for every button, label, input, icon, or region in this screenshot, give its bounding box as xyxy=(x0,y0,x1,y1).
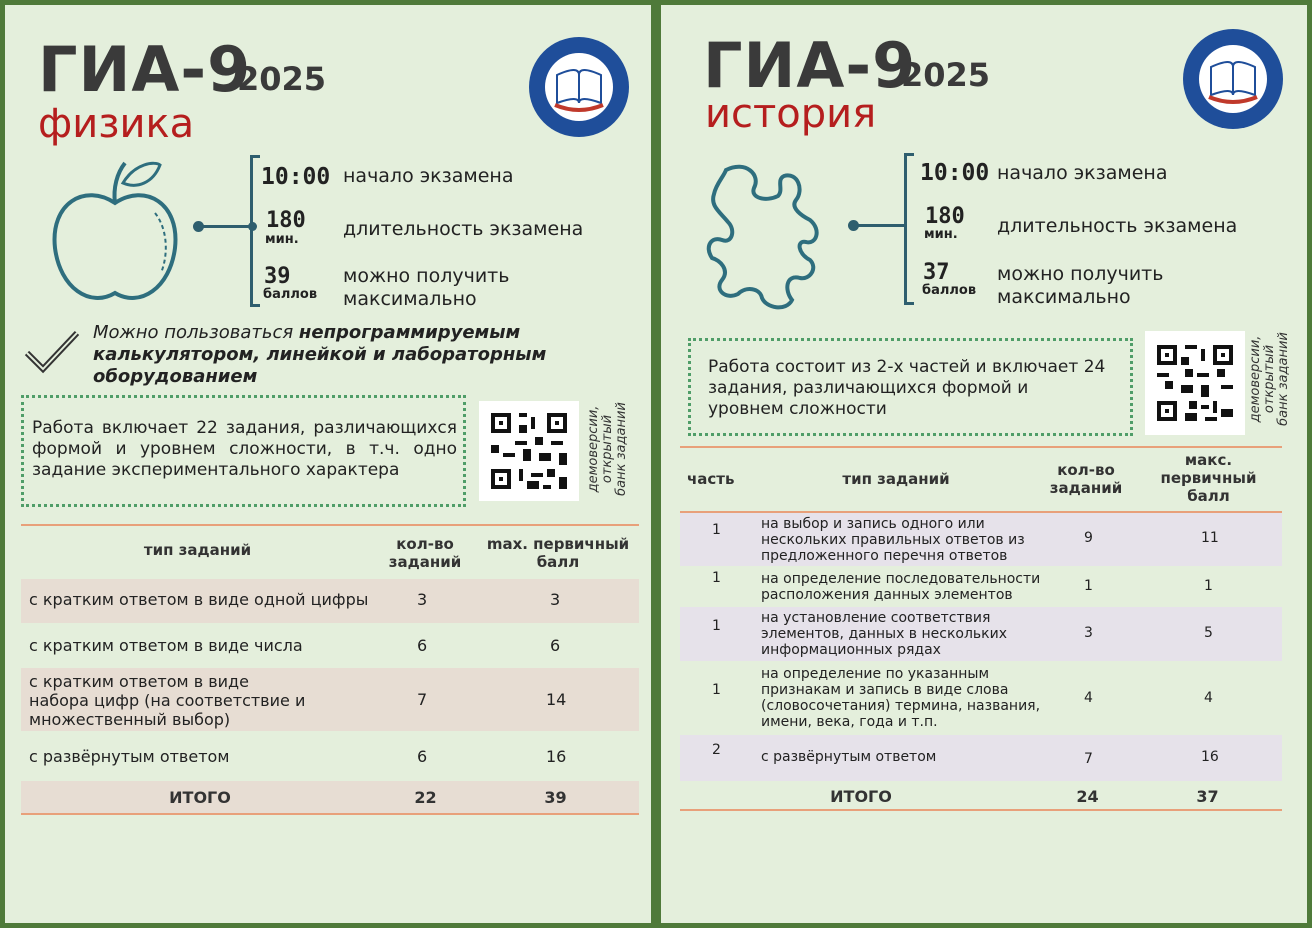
row-count: 3 xyxy=(417,590,428,609)
total-count: 22 xyxy=(414,788,437,807)
duration-value: 180 xyxy=(266,208,306,233)
row-count: 3 xyxy=(1084,625,1093,641)
row-count: 7 xyxy=(1084,751,1093,767)
row-count: 6 xyxy=(417,747,428,766)
duration-label: длительность экзамена xyxy=(343,218,584,240)
bracket xyxy=(904,153,907,305)
header-type: тип заданий xyxy=(143,541,252,559)
total-label: ИТОГО xyxy=(169,788,231,807)
puzzle-icon xyxy=(706,150,831,319)
row-type: с развёрнутым ответом xyxy=(29,747,230,766)
qr-code[interactable] xyxy=(1145,331,1245,435)
table-top-line xyxy=(680,446,1282,448)
duration-unit: мин. xyxy=(265,232,299,247)
row-max: 1 xyxy=(1204,578,1213,594)
header-part: часть xyxy=(687,470,735,488)
exam-year: 2025 xyxy=(237,60,327,98)
header-count: кол-во заданий xyxy=(1049,461,1123,497)
start-time: 10:00 xyxy=(920,160,990,186)
row-type: с кратким ответом в виде одной цифры xyxy=(29,590,369,609)
check-icon xyxy=(23,327,83,381)
qr-caption: демоверсии, открытый банк заданий xyxy=(1248,332,1291,426)
connector-dot xyxy=(848,220,859,231)
max-score-unit: баллов xyxy=(922,283,977,298)
allowed-note xyxy=(93,322,563,388)
row-count: 7 xyxy=(417,690,428,709)
connector-dot xyxy=(193,221,204,232)
bracket-dot xyxy=(248,222,257,231)
row-max: 16 xyxy=(1201,749,1219,765)
qr-caption: демоверсии, открытый банк заданий xyxy=(586,402,629,496)
row-type: на выбор и запись одного или нескольких правильных ответов из предложенного перечня ответов xyxy=(761,516,1025,564)
start-label: начало экзамена xyxy=(343,165,514,187)
total-max: 37 xyxy=(1196,787,1219,806)
exam-title: ГИА-9 xyxy=(703,29,917,102)
row-part: 1 xyxy=(712,682,721,698)
row-count: 9 xyxy=(1084,530,1093,546)
row-part: 1 xyxy=(712,618,721,634)
header-max: макс. первичный балл xyxy=(1160,451,1257,505)
row-type: с развёрнутым ответом xyxy=(761,749,937,765)
table-bottom-line xyxy=(680,809,1282,811)
info-box xyxy=(688,338,1133,436)
duration-value: 180 xyxy=(925,204,965,229)
table-bottom-line xyxy=(21,813,639,815)
row-max: 6 xyxy=(550,636,561,655)
header-count: кол-во заданий xyxy=(388,535,462,571)
max-score-value: 37 xyxy=(923,260,950,285)
total-count: 24 xyxy=(1076,787,1099,806)
allowed-note-plain: Можно пользоваться xyxy=(93,322,299,343)
max-score-value: 39 xyxy=(264,264,291,289)
row-max: 5 xyxy=(1204,625,1213,641)
start-label: начало экзамена xyxy=(997,162,1168,184)
exam-title: ГИА-9 xyxy=(38,33,252,106)
row-count: 4 xyxy=(1084,690,1093,706)
duration-unit: мин. xyxy=(924,227,958,242)
row-type: с кратким ответом в виде числа xyxy=(29,636,303,655)
table-top-line xyxy=(21,524,639,526)
duration-label: длительность экзамена xyxy=(997,215,1238,237)
row-max: 3 xyxy=(550,590,561,609)
history-panel xyxy=(661,5,1307,923)
row-max: 16 xyxy=(546,747,567,766)
start-time: 10:00 xyxy=(261,164,331,190)
max-score-unit: баллов xyxy=(263,287,318,302)
info-box xyxy=(21,395,466,507)
row-max: 4 xyxy=(1204,690,1213,706)
bracket-tick xyxy=(250,155,260,158)
bracket-tick xyxy=(250,304,260,307)
ministry-emblem xyxy=(1181,27,1285,135)
allowed-note-bold: непрограммируемым калькулятором, линейкой и лабораторным оборудованием xyxy=(93,322,547,387)
header-max: max. первичный балл xyxy=(486,535,630,571)
row-count: 1 xyxy=(1084,578,1093,594)
subject-name: физика xyxy=(38,101,195,147)
row-type: на определение по указанным признакам и запись в виде слова (словосочетания) термина, названия, имени, века, года и т.п. xyxy=(761,666,1041,730)
row-type: на определение последовательности расположения данных элементов xyxy=(761,571,1041,603)
max-score-label: можно получить максимально xyxy=(343,265,510,310)
bracket xyxy=(250,155,253,307)
exam-year: 2025 xyxy=(901,56,991,94)
max-score-label: можно получить максимально xyxy=(997,263,1164,308)
connector-line xyxy=(851,224,906,227)
bracket-tick xyxy=(904,302,914,305)
info-box-text: Работа состоит из 2-х частей и включает 24 задания, различающихся формой и уровнем сложности xyxy=(708,357,1106,419)
total-label: ИТОГО xyxy=(830,787,892,806)
qr-code[interactable] xyxy=(479,401,579,501)
apple-icon xyxy=(45,153,185,317)
subject-name: история xyxy=(705,91,877,137)
bracket-tick xyxy=(904,153,914,156)
ministry-emblem xyxy=(527,35,631,143)
row-part: 2 xyxy=(712,742,721,758)
row-type: на установление соответствия элементов, данных в нескольких информационных рядах xyxy=(761,610,1008,658)
row-max: 14 xyxy=(546,690,567,709)
info-box-text: Работа включает 22 задания, различающихся формой и уровнем сложности, в т.ч. одно задание экспериментального характера xyxy=(32,418,457,480)
physics-panel xyxy=(5,5,651,923)
row-max: 11 xyxy=(1201,530,1219,546)
total-max: 39 xyxy=(544,788,567,807)
row-count: 6 xyxy=(417,636,428,655)
row-type: с кратким ответом в виде набора цифр (на соответствие и множественный выбор) xyxy=(29,672,306,729)
row-part: 1 xyxy=(712,522,721,538)
header-type: тип заданий xyxy=(842,470,950,488)
row-part: 1 xyxy=(712,570,721,586)
